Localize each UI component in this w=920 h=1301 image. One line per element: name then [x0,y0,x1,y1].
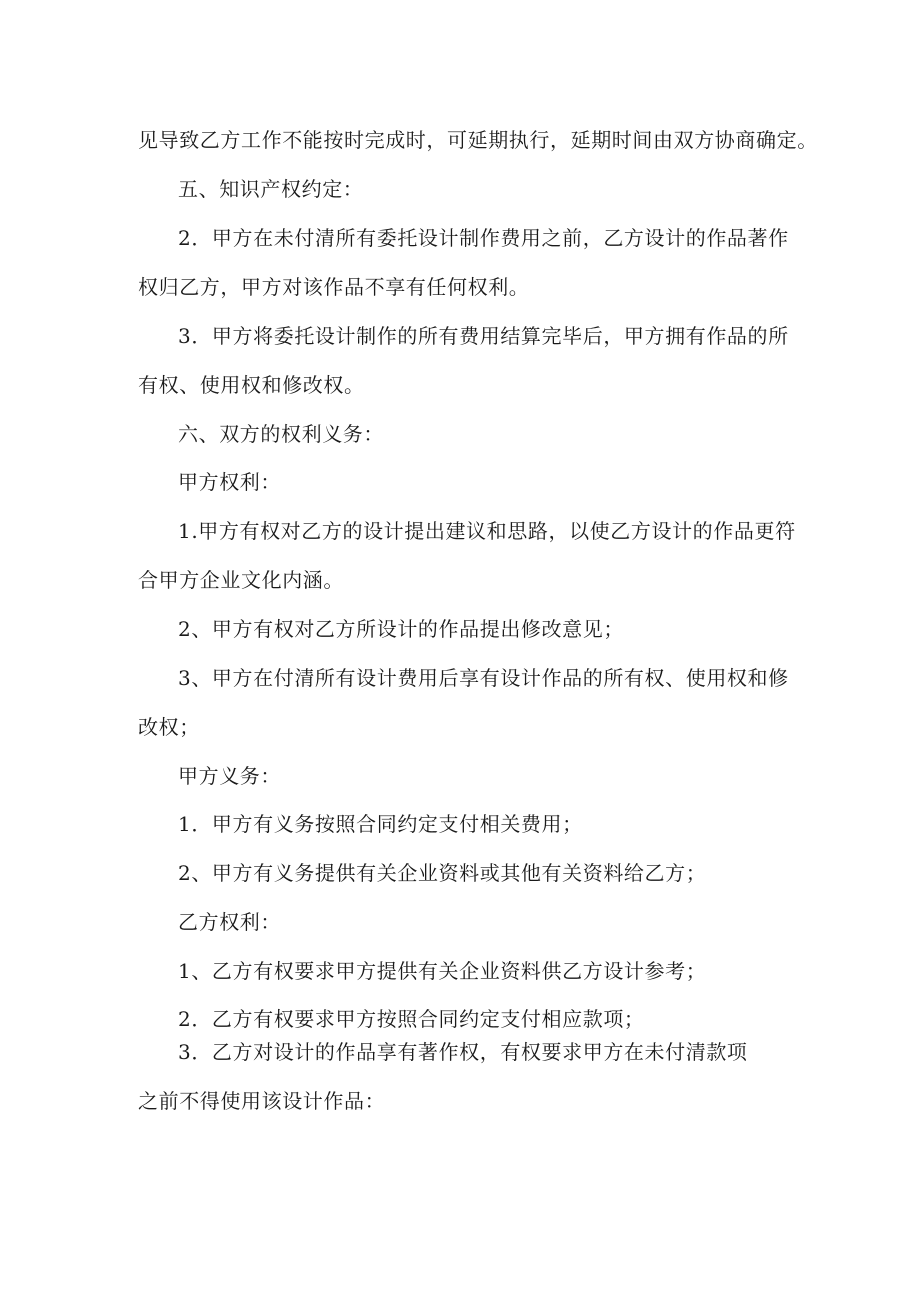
section-heading: 六、双方的权利义务： [178,422,384,446]
section-heading: 五、知识产权约定： [178,177,364,201]
text-line: 2．乙方有权要求甲方按照合同约定支付相应款项； [178,1007,645,1031]
text-line: 权归乙方，甲方对该作品不享有任何权利。 [138,275,530,299]
text-line: 之前不得使用该设计作品： [138,1089,386,1113]
text-line: 3．甲方将委托设计制作的所有费用结算完毕后，甲方拥有作品的所 [178,324,789,348]
text-line: 2．甲方在未付清所有委托设计制作费用之前，乙方设计的作品著作 [178,226,789,250]
text-line: 2、甲方有权对乙方所设计的作品提出修改意见； [178,617,624,641]
text-line: 1.甲方有权对乙方的设计提出建议和思路，以使乙方设计的作品更符 [178,519,796,543]
text-line: 3、甲方在付清所有设计费用后享有设计作品的所有权、使用权和修 [178,666,789,690]
text-line: 3．乙方对设计的作品享有著作权，有权要求甲方在未付清款项 [178,1040,748,1064]
text-line: 有权、使用权和修改权。 [138,373,365,397]
text-line: 1、乙方有权要求甲方提供有关企业资料供乙方设计参考； [178,959,707,983]
text-line: 合甲方企业文化内涵。 [138,568,344,592]
subheading: 甲方权利： [178,470,281,494]
subheading: 乙方权利： [178,910,281,934]
subheading: 甲方义务： [178,764,281,788]
text-line: 改权； [138,715,200,739]
text-line: 见导致乙方工作不能按时完成时，可延期执行，延期时间由双方协商确定。 [138,128,818,152]
text-line: 1．甲方有义务按照合同约定支付相关费用； [178,812,583,836]
text-line: 2、甲方有义务提供有关企业资料或其他有关资料给乙方； [178,861,707,885]
